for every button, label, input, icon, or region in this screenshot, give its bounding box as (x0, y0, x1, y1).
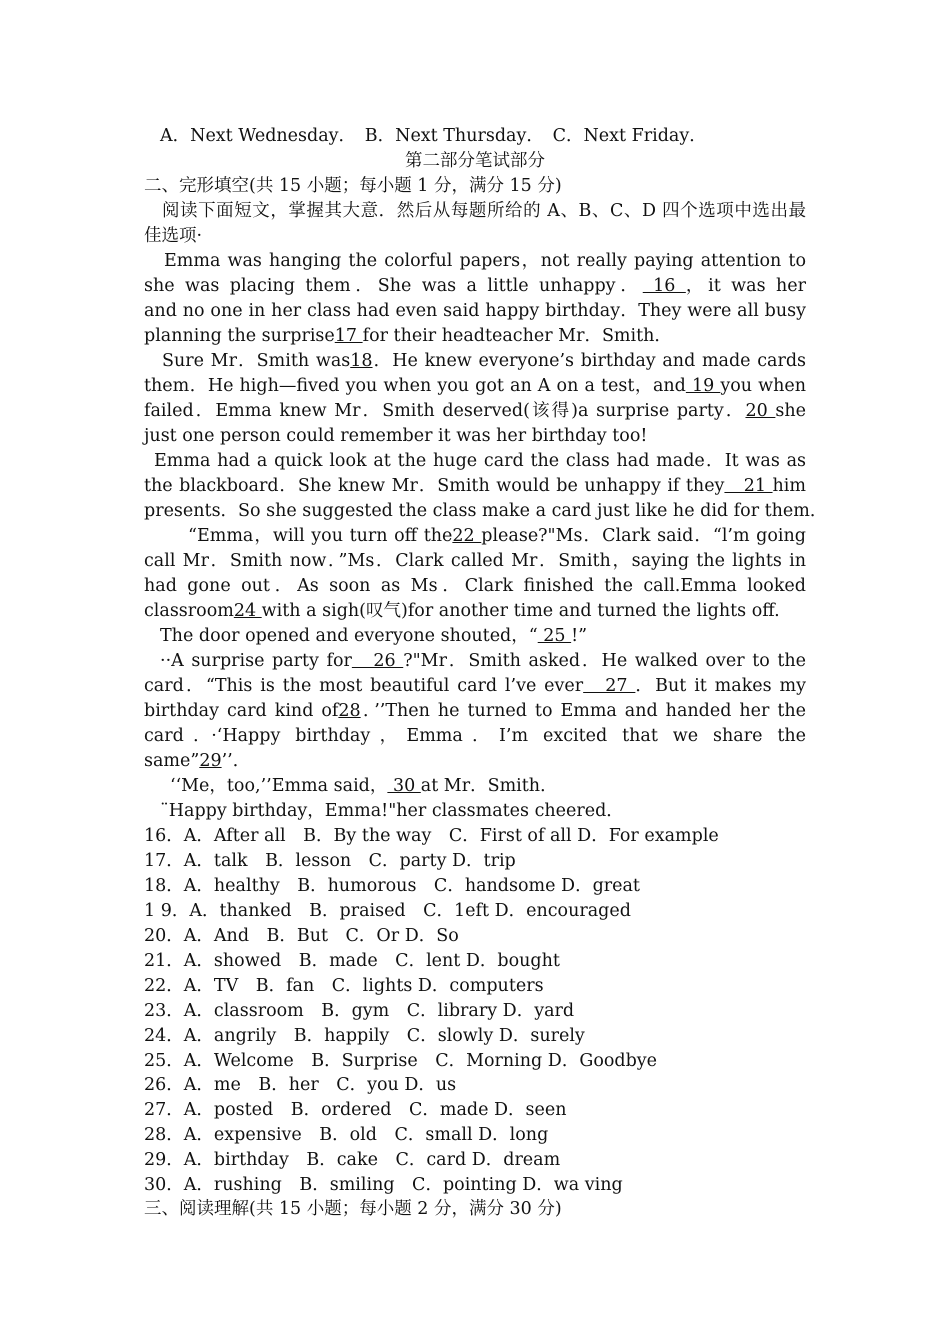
blank-26: 26 (351, 651, 404, 671)
passage-line: card．·‘Happy birthday，Emma．I’m excited that we share the (144, 726, 806, 746)
passage-line: call Mr．Smith now．”Ms．Clark called Mr．Smith，saying the lights in (144, 551, 806, 571)
section-header-reading: 三、阅读理解(共 15 小题；每小题 2 分，满分 30 分) (144, 1199, 562, 1219)
question-16: 16．A．After all B．By the way C．First of all D．For example (144, 826, 719, 846)
question-27: 27．A．posted B．ordered C．made D．seen (144, 1100, 567, 1120)
passage-line: and no one in her class had even said happy birthday．They were all busy (144, 301, 806, 321)
question-28: 28．A．expensive B．old C．small D．long (144, 1125, 549, 1145)
blank-21: 21 (724, 476, 773, 496)
passage-line: failed．Emma knew Mr．Smith deserved(该得)a surprise party．20 she (144, 401, 806, 421)
question-18: 18．A．healthy B．humorous C．handsome D．great (144, 876, 640, 896)
blank-25: 25 (537, 626, 572, 646)
passage-line: them．He high—fived you when you got an A on a test，and 19 you when (144, 376, 806, 396)
passage-line: classroom24 with a sigh(叹气)for another time and turned the lights off. (144, 601, 780, 621)
question-25: 25．A．Welcome B．Surprise C．Morning D．Goodbye (144, 1051, 658, 1071)
blank-20: 20 (745, 401, 776, 421)
passage-line: Emma had a quick look at the huge card the class had made．It was as (154, 451, 806, 471)
passage-line: birthday card kind of28．’’Then he turned to Emma and handed her the (144, 701, 806, 721)
question-21: 21．A．showed B．made C．lent D．bought (144, 951, 560, 971)
part-title: 第二部分笔试部分 (405, 151, 545, 171)
question-29: 29．A．birthday B．cake C．card D．dream (144, 1150, 561, 1170)
passage-line: presents．So she suggested the class make a card just like he did for them． (144, 501, 828, 521)
blank-19: 19 (685, 376, 721, 396)
question-17: 17．A．talk B．lesson C．party D．trip (144, 851, 516, 871)
question-22: 22．A．TV B．fan C．lights D．computers (144, 976, 544, 996)
passage-line: same”29’’． (144, 751, 251, 771)
question-19: 1 9．A．thanked B．praised C．1eft D．encouraged (144, 901, 631, 921)
passage-line: ··A surprise party for 26 ?"Mr．Smith asked．He walked over to the (160, 651, 806, 671)
blank-18: 18 (350, 351, 373, 371)
passage-line: she was placing them．She was a little unhappy． 16 ，it was her (144, 276, 806, 296)
previous-question-options: A．Next Wednesday． B．Next Thursday． C．Next Friday． (160, 126, 707, 146)
blank-22: 22 (452, 526, 482, 546)
blank-24: 24 (233, 601, 262, 621)
passage-line: ¨Happy birthday，Emma!"her classmates cheered． (160, 801, 624, 821)
instructions-line-1: 阅读下面短文，掌握其大意．然后从每题所给的 A、B、C、D 四个选项中选出最 (162, 201, 806, 221)
passage-line: The door opened and everyone shouted，“ 25 !” (160, 626, 588, 646)
question-23: 23．A．classroom B．gym C．library D．yard (144, 1001, 575, 1021)
passage-line: just one person could remember it was her birthday too! (144, 426, 648, 446)
passage-line: had gone out．As soon as Ms．Clark finished the call.Emma looked (144, 576, 806, 596)
instructions-line-2: 佳选项· (144, 226, 203, 246)
passage-line: planning the surprise17 for their headteacher Mr．Smith． (144, 326, 672, 346)
question-26: 26．A．me B．her C．you D．us (144, 1075, 457, 1095)
blank-27: 27 (583, 676, 636, 696)
passage-line: “Emma，will you turn off the22 please?"Ms．Clark said．“l’m going (188, 526, 806, 546)
blank-30: 30 (387, 776, 421, 796)
passage-line: Emma was hanging the colorful papers，not really paying attention to (164, 251, 806, 271)
blank-17: 17 (334, 326, 363, 346)
passage-line: Sure Mr．Smith was18．He knew everyone’s birthday and made cards (162, 351, 806, 371)
question-20: 20．A．And B．But C．Or D．So (144, 926, 459, 946)
question-30: 30．A．rushing B．smiling C．pointing D．wa ving (144, 1175, 623, 1195)
passage-line: card．“This is the most beautiful card l’ve ever 27 ．But it makes my (144, 676, 806, 696)
passage-line: the blackboard．She knew Mr．Smith would be unhappy if they 21 him (144, 476, 806, 496)
blank-29: 29 (199, 751, 222, 771)
section-header-cloze: 二、完形填空(共 15 小题；每小题 1 分，满分 15 分) (144, 176, 562, 196)
blank-16: 16 (642, 276, 686, 296)
question-24: 24．A．angrily B．happily C．slowly D．surely (144, 1026, 585, 1046)
blank-28: 28 (338, 701, 361, 721)
passage-line: ‘‘Me，too,’’Emma said， 30 at Mr．Smith． (170, 776, 558, 796)
